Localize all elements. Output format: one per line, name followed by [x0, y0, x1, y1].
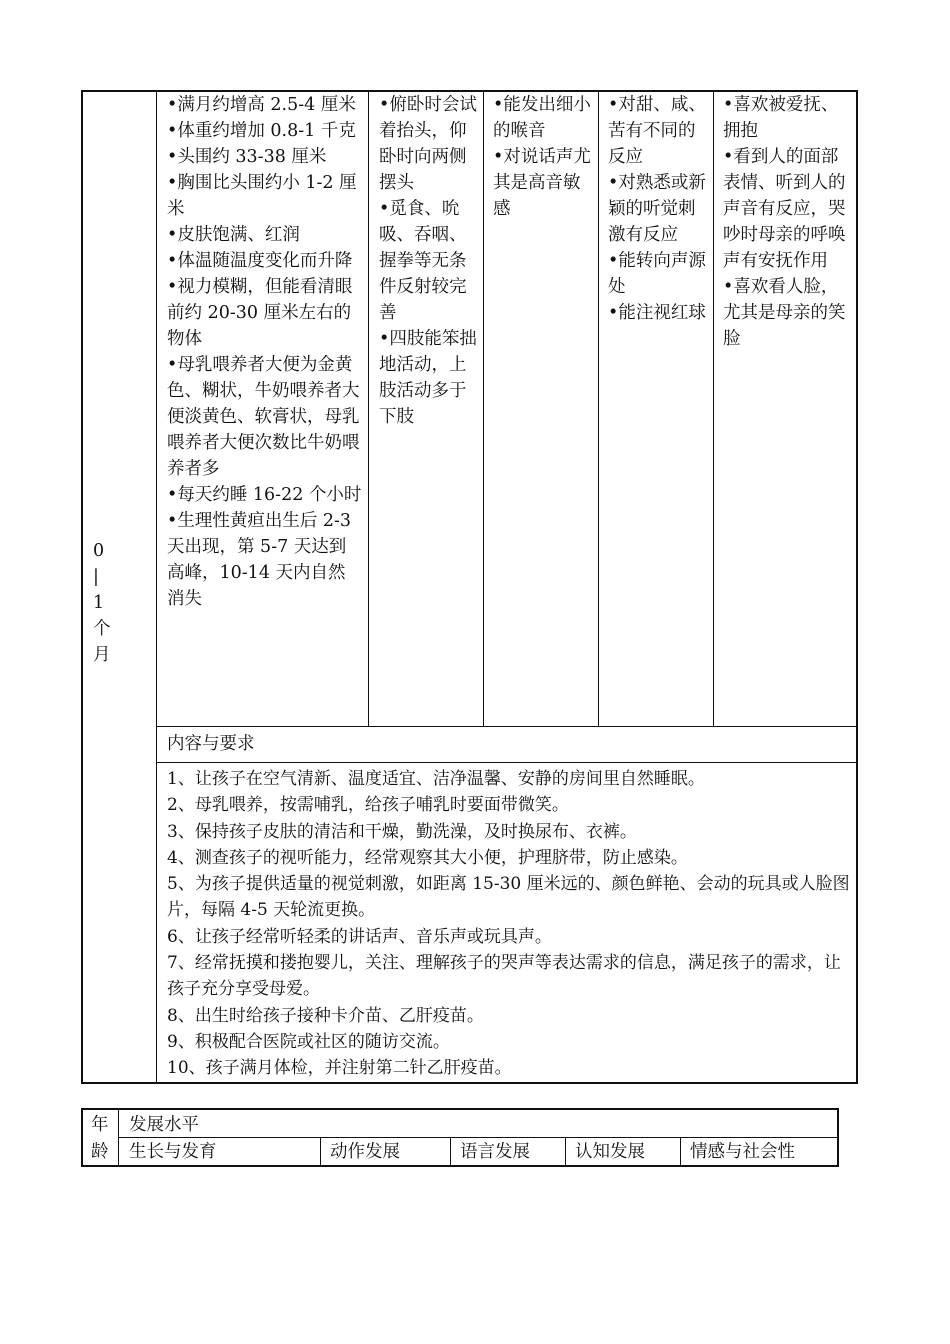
list-item: •能注视红球: [608, 303, 706, 323]
age-unit: 个月: [93, 619, 111, 665]
age-separator: |: [93, 567, 99, 587]
content-item: 1、让孩子在空气清新、温度适宜、洁净温馨、安静的房间里自然睡眠。: [167, 769, 705, 789]
language-list: [493, 92, 593, 222]
content-header: 内容与要求: [167, 734, 255, 754]
list-item: •满月约增高 2.5-4 厘米: [167, 95, 356, 115]
list-item: •能转向声源处: [608, 251, 706, 297]
social-list: [723, 92, 855, 352]
list-item: •觅食、吮吸、吞咽、握拳等无条件反射较完善: [379, 199, 467, 323]
col-language-header: 语言发展: [460, 1142, 530, 1162]
list-item: •胸围比头围约小 1-2 厘米: [167, 173, 357, 219]
growth-list: [167, 92, 362, 612]
list-item: •对说话声尤其是高音敏感: [493, 147, 591, 219]
language-cell: [493, 92, 593, 222]
list-item: •体温随温度变化而升降: [167, 251, 353, 271]
development-table-0-1-month: [81, 90, 858, 1084]
list-item: •喜欢看人脸，尤其是母亲的笑脸: [723, 277, 846, 349]
col-growth-header: 生长与发育: [129, 1142, 217, 1162]
list-item: •头围约 33-38 厘米: [167, 147, 327, 167]
content-list: [167, 766, 857, 1082]
content-item: 8、出生时给孩子接种卡介苗、乙肝疫苗。: [167, 1005, 484, 1026]
list-item: •母乳喂养者大便为金黄色、糊状，牛奶喂养者大便淡黄色、软膏状，母乳喂养者大便次数比牛奶喂养者多: [167, 355, 360, 479]
level-header: 发展水平: [129, 1115, 199, 1135]
age-start: 0: [93, 541, 105, 561]
content-item: 2、母乳喂养，按需哺乳，给孩子哺乳时要面带微笑。: [167, 795, 569, 816]
content-item: 4、测查孩子的视听能力，经常观察其大小便，护理脐带，防止感染。: [167, 847, 688, 868]
content-item: 5、为孩子提供适量的视觉刺激，如距离 15-30 厘米远的、颜色鲜艳、会动的玩具或人脸图片，每隔 4-5 天轮流更换。: [167, 874, 850, 921]
col-motor-header: 动作发展: [330, 1142, 400, 1162]
motor-cell: [379, 92, 479, 430]
list-item: •俯卧时会试着抬头，仰卧时向两侧摆头: [379, 95, 477, 193]
age-end: 1: [93, 593, 105, 613]
list-item: •生理性黄疸出生后 2-3 天出现，第 5-7 天达到高峰，10-14 天内自然消失: [167, 511, 352, 609]
col-cognition-header: 认知发展: [575, 1142, 645, 1162]
growth-cell: [167, 92, 362, 612]
cognition-list: [608, 92, 710, 326]
list-item: •每天约睡 16-22 个小时: [167, 485, 362, 505]
list-item: •对甜、咸、苦有不同的反应: [608, 95, 706, 167]
content-item: 6、让孩子经常听轻柔的讲话声、音乐声或玩具声。: [167, 926, 552, 947]
age-header-bottom: 龄: [91, 1142, 109, 1162]
list-item: •看到人的面部表情、听到人的声音有反应，哭吵时母亲的呼唤声有安抚作用: [723, 147, 846, 271]
content-item: 7、经常抚摸和搂抱婴儿，关注、理解孩子的哭声等表达需求的信息，满足孩子的需求，让孩子充分享受母爱。: [167, 953, 841, 1000]
development-table-header: [81, 1108, 839, 1167]
social-cell: [723, 92, 855, 352]
list-item: •能发出细小的喉音: [493, 95, 591, 141]
list-item: •对熟悉或新颖的听觉刺激有反应: [608, 173, 706, 245]
list-item: •喜欢被爱抚、拥抱: [723, 95, 839, 141]
age-header-top: 年: [91, 1115, 109, 1135]
list-item: •体重约增加 0.8-1 千克: [167, 121, 356, 141]
cognition-cell: [608, 92, 710, 326]
list-item: •四肢能笨拙地活动，上肢活动多于下肢: [379, 329, 477, 427]
content-item: 3、保持孩子皮肤的清洁和干燥，勤洗澡，及时换尿布、衣裤。: [167, 821, 637, 842]
list-item: •皮肤饱满、红润: [167, 225, 300, 245]
col-social-header: 情感与社会性: [690, 1142, 795, 1162]
age-cell: [93, 538, 127, 668]
list-item: •视力模糊，但能看清眼前约 20-30 厘米左右的物体: [167, 277, 353, 349]
content-item: 9、积极配合医院或社区的随访交流。: [167, 1031, 450, 1052]
content-item: 10、孩子满月体检，并注射第二针乙肝疫苗。: [167, 1058, 512, 1079]
motor-list: [379, 92, 479, 430]
